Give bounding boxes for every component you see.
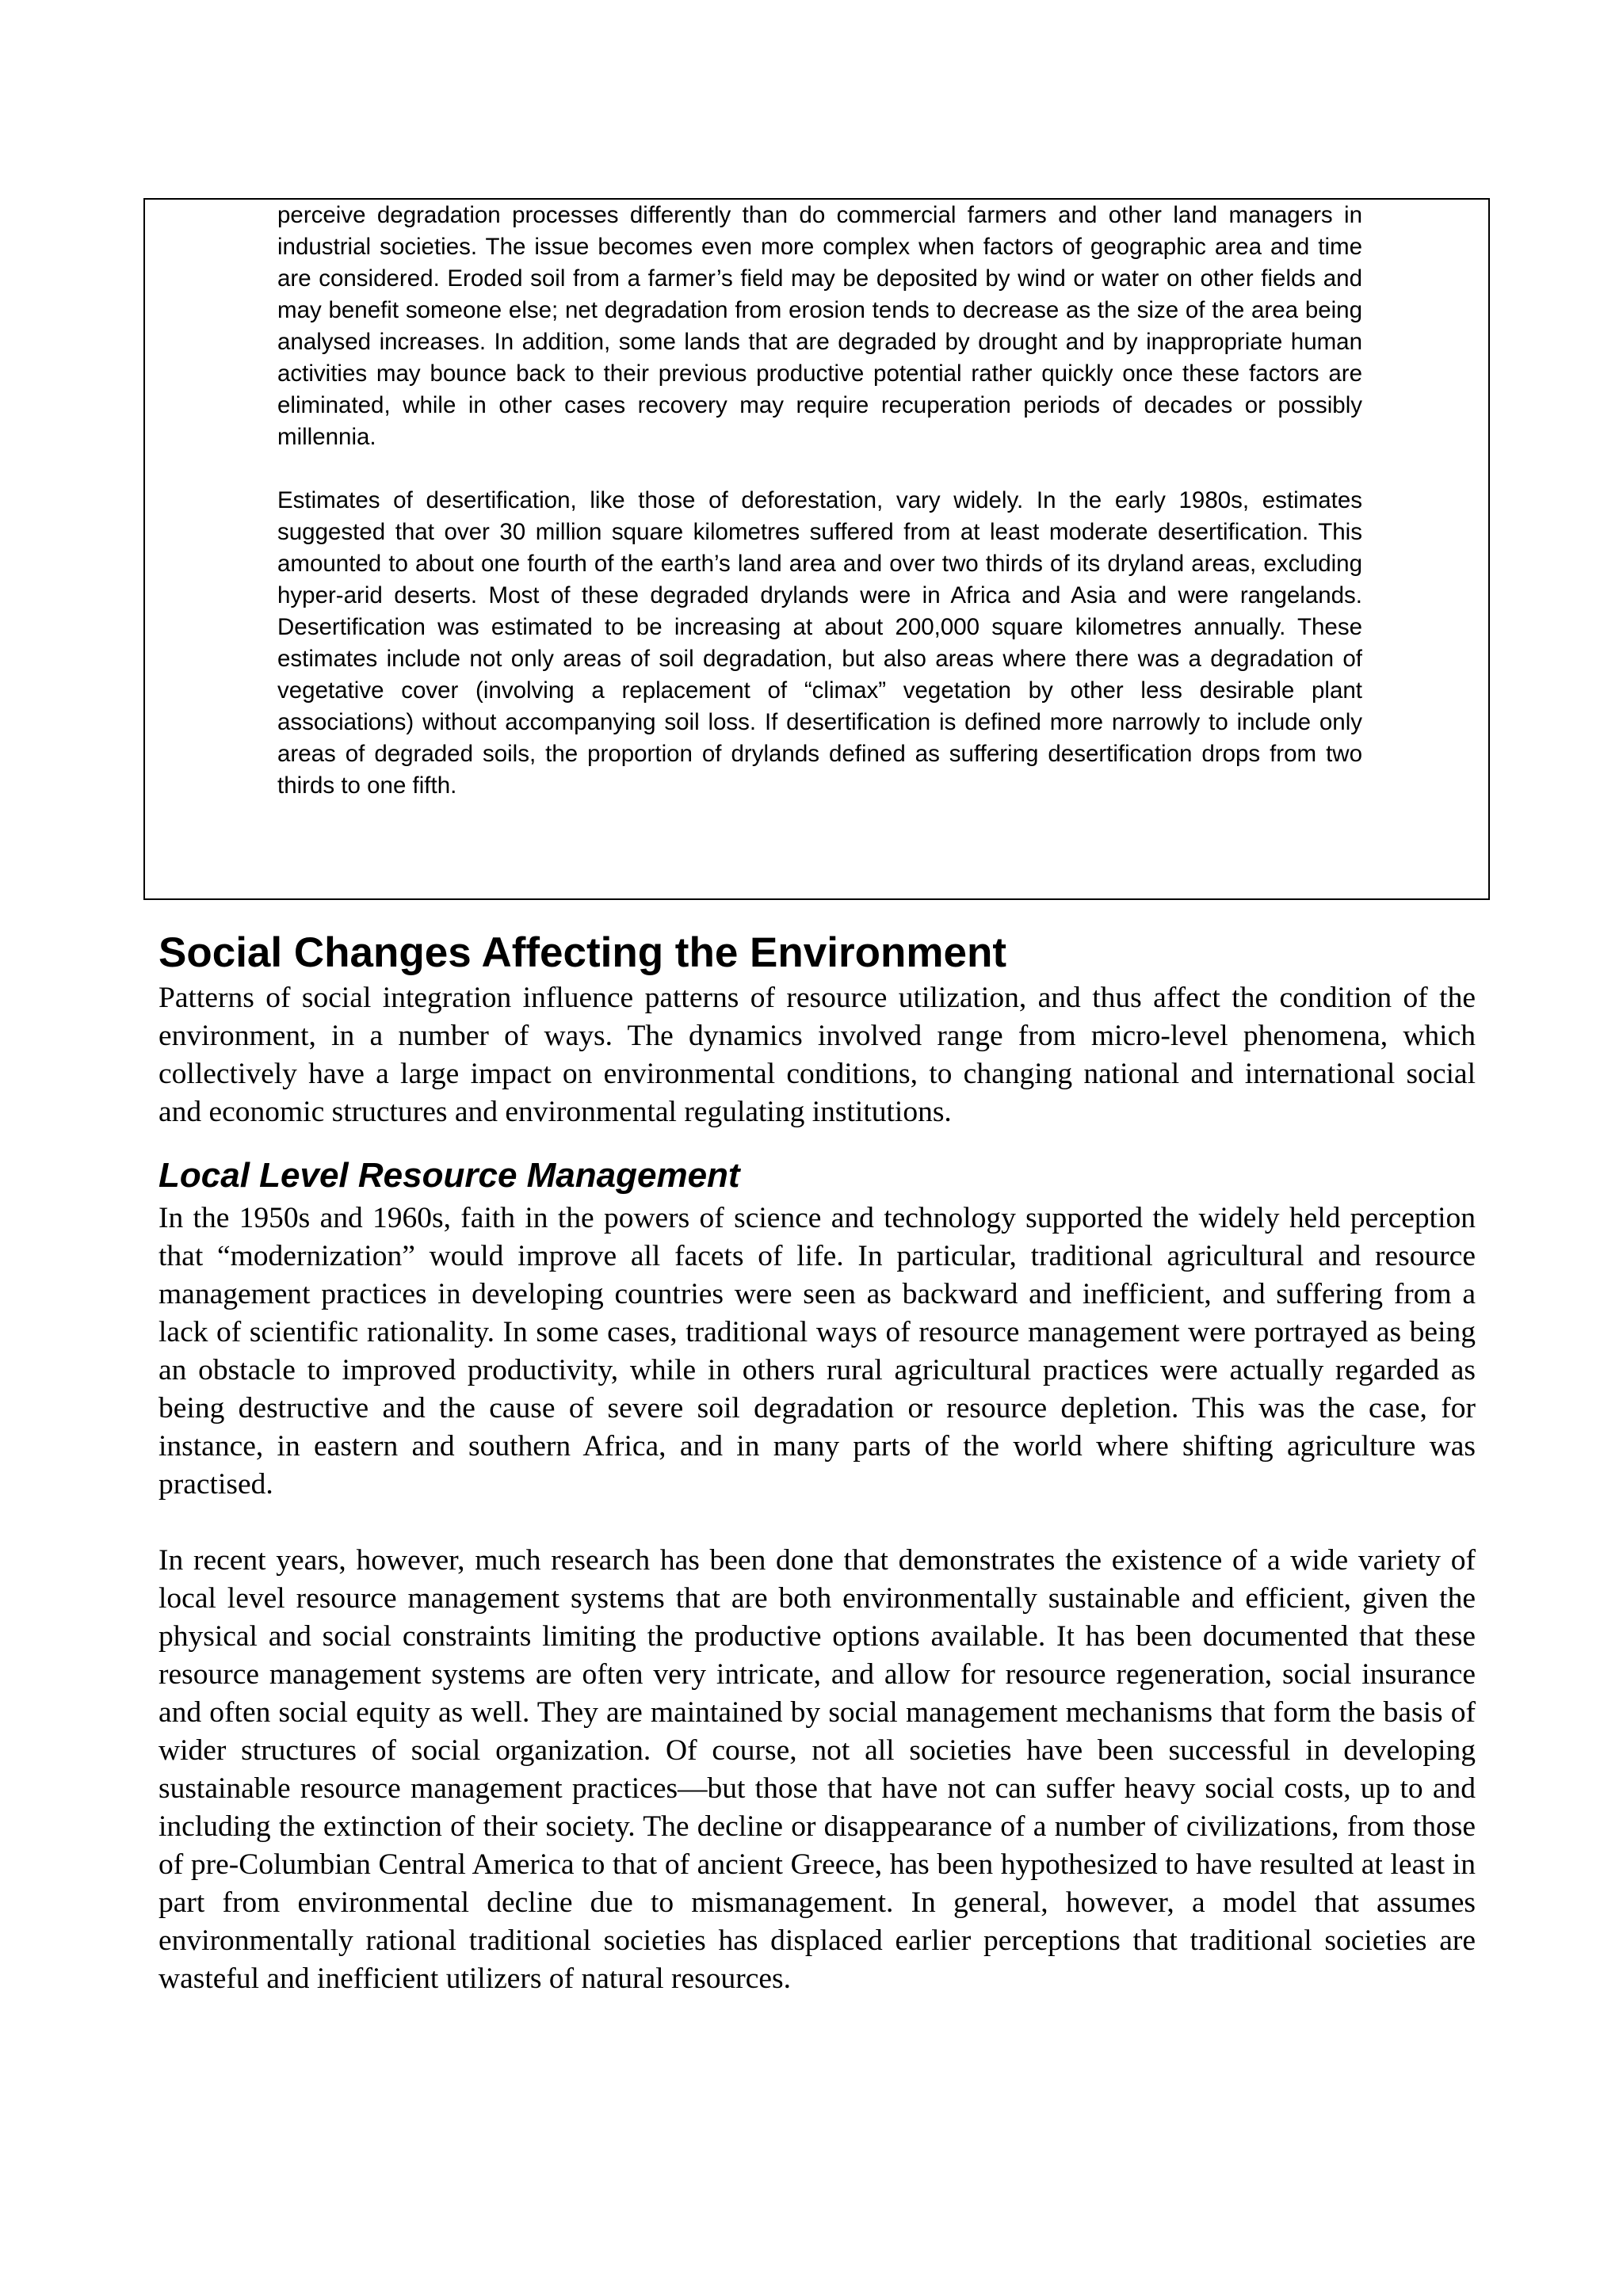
subsection-heading: Local Level Resource Management bbox=[158, 1156, 740, 1195]
box-paragraph-desertification-estimates: Estimates of desertification, like those of deforestation, vary widely. In the early 1980s, estimates suggested that over 30 million square kilometres suffered from at least moderate desertification. This amounted to about one fourth of the earth’s land area and over two thirds of its dryland areas, excluding hyper-arid deserts. Most of these degraded drylands were in Africa and Asia and were rangelands. Desertification was estimated to be increasing at about 200,000 square kilometres annually. These estimates include not only areas of soil degradation, but also areas where there was a degradation of vegetative cover (involving a replacement of “climax” vegetation by other less desirable plant associations) without accompanying soil loss. If desertification is defined more narrowly to include only areas of degraded soils, the proportion of drylands defined as suffering desertification drops from two thirds to one fifth. bbox=[277, 487, 1362, 799]
main-content bbox=[158, 927, 1476, 1998]
subsection-paragraph-recent-research: In recent years, however, much research has been done that demonstrates the existence of a wide variety of local level resource management systems that are both environmentally sustainable and efficient, given the physical and social constraints limiting the productive options available. It has been documented that these resource management systems are often very intricate, and allow for resource regeneration, social insurance and often social equity as well. They are maintained by social management mechanisms that form the basis of wider structures of social organization. Of course, not all societies have been successful in developing sustainable resource management practices—but those that have not can suffer heavy social costs, up to and including the extinction of their society. The decline or disappearance of a number of civilizations, from those of pre-Columbian Central America to that of ancient Greece, has been hypothesized to have resulted at least in part from environmental decline due to mismanagement. In general, however, a model that assumes environmentally rational traditional societies has displaced earlier perceptions that traditional societies are wasteful and inefficient utilizers of natural resources. bbox=[158, 1544, 1476, 1995]
section-intro-paragraph: Patterns of social integration influence patterns of resource utilization, and thus affect the condition of the environment, in a number of ways. The dynamics involved range from micro-level phenomena, which collectively have a large impact on environmental conditions, to changing national and international social and economic structures and environmental regulating institutions. bbox=[158, 982, 1476, 1128]
box-paragraph-degradation-perception: perceive degradation processes differently than do commercial farmers and other land managers in industrial societies. The issue becomes even more complex when factors of geographic area and time are considered. Eroded soil from a farmer’s field may be deposited by wind or water on other fields and may benefit someone else; net degradation from erosion tends to decrease as the size of the area being analysed increases. In addition, some lands that are degraded by drought and by inappropriate human activities may bounce back to their previous productive potential rather quickly once these factors are eliminated, while in other cases recovery may require recuperation periods of decades or possibly millennia. bbox=[277, 202, 1362, 450]
section-heading: Social Changes Affecting the Environment bbox=[158, 929, 1006, 976]
boxed-text-frame bbox=[143, 198, 1490, 900]
boxed-text-content bbox=[277, 200, 1362, 802]
subsection-paragraph-modernization: In the 1950s and 1960s, faith in the powers of science and technology supported the widely held perception that “modernization” would improve all facets of life. In particular, traditional agricultural and resource management practices in developing countries were seen as backward and inefficient, and suffering from a lack of scientific rationality. In some cases, traditional ways of resource management were portrayed as being an obstacle to improved productivity, while in others rural agricultural practices were actually regarded as being destructive and the cause of severe soil degradation or resource depletion. This was the case, for instance, in eastern and southern Africa, and in many parts of the world where shifting agriculture was practised. bbox=[158, 1202, 1476, 1501]
